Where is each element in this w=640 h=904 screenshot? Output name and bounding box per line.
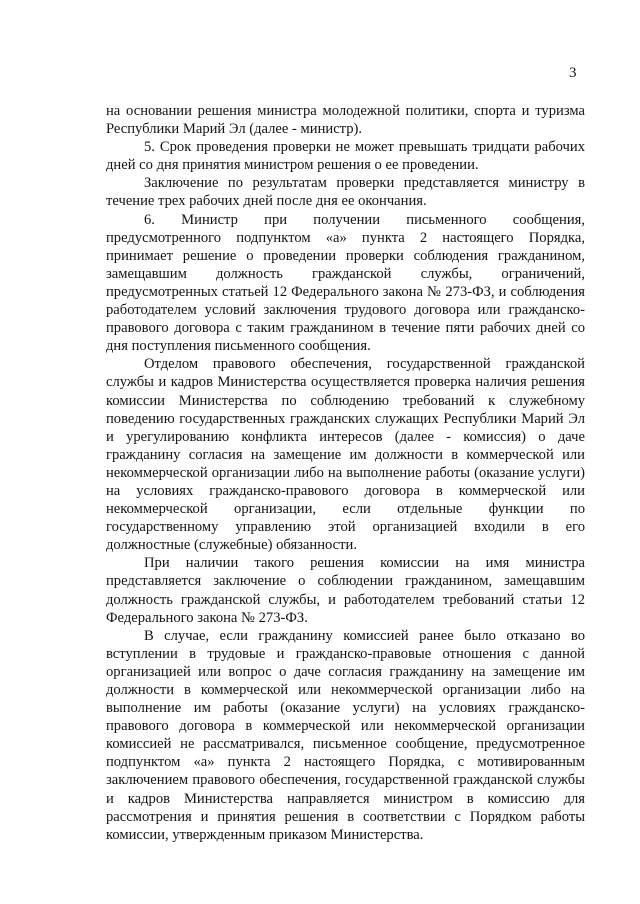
- paragraph-7: В случае, если гражданину комиссией ранее было отказано во вступлении в трудовые и гражданско-правовые отношения с данной организацией или вопрос о даче согласия гражданину на замещение им должности в коммерческой или некоммерческой организации либо на выполнение им работы (оказание услуги) на условиях гражданско-правового договора в коммерческой или некоммерческой организации комиссией не рассматривался, письменное сообщение, предусмотренное подпунктом «а» пункта 2 настоящего Порядка, с мотивированным заключением правового обеспечения, государственной гражданской службы и кадров Министерства направляется министром в комиссию для рассмотрения и принятия решения в соответствии с Порядком работы комиссии, утвержденным приказом Министерства.: [106, 627, 585, 843]
- paragraph-1: на основании решения министра молодежной политики, спорта и туризма Республики Марий Эл (далее - министр).: [106, 103, 585, 138]
- paragraph-2: 5. Срок проведения проверки не может превышать тридцати рабочих дней со дня принятия министром решения о ее проведении.: [106, 139, 585, 174]
- paragraph-3: Заключение по результатам проверки представляется министру в течение трех рабочих дней после дня ее окончания.: [106, 175, 585, 210]
- paragraph-5: Отделом правового обеспечения, государственной гражданской службы и кадров Министерства осуществляется проверка наличия решения комиссии Министерства по соблюдению требований к служебному поведению государственных гражданских служащих Республики Марий Эл и урегулированию конфликта интересов (далее - комиссия) о даче гражданину согласия на замещение им должности в коммерческой или некоммерческой организации либо на выполнение работы (оказание услуги) на условиях гражданско-правового договора в коммерческой или некоммерческой организации, если отдельные функции по государственному управлению этой организацией входили в его должностные (служебные) обязанности.: [106, 356, 585, 554]
- page-number: 3: [569, 65, 577, 81]
- paragraph-4: 6. Министр при получении письменного сообщения, предусмотренного подпунктом «а» пункта 2 настоящего Порядка, принимает решение о проведении проверки соблюдения гражданином, замещавшим должность гражданской службы, ограничений, предусмотренных статьей 12 Федерального закона № 273-ФЗ, и соблюдения работодателем условий заключения трудового договора или гражданско-правового договора с таким гражданином в течение пяти рабочих дней со дня поступления письменного сообщения.: [106, 211, 585, 355]
- document-body: [106, 102, 585, 844]
- paragraph-6: При наличии такого решения комиссии на имя министра представляется заключение о соблюдении гражданином, замещавшим должность гражданской службы, и работодателем требований статьи 12 Федерального закона № 273-ФЗ.: [106, 555, 585, 626]
